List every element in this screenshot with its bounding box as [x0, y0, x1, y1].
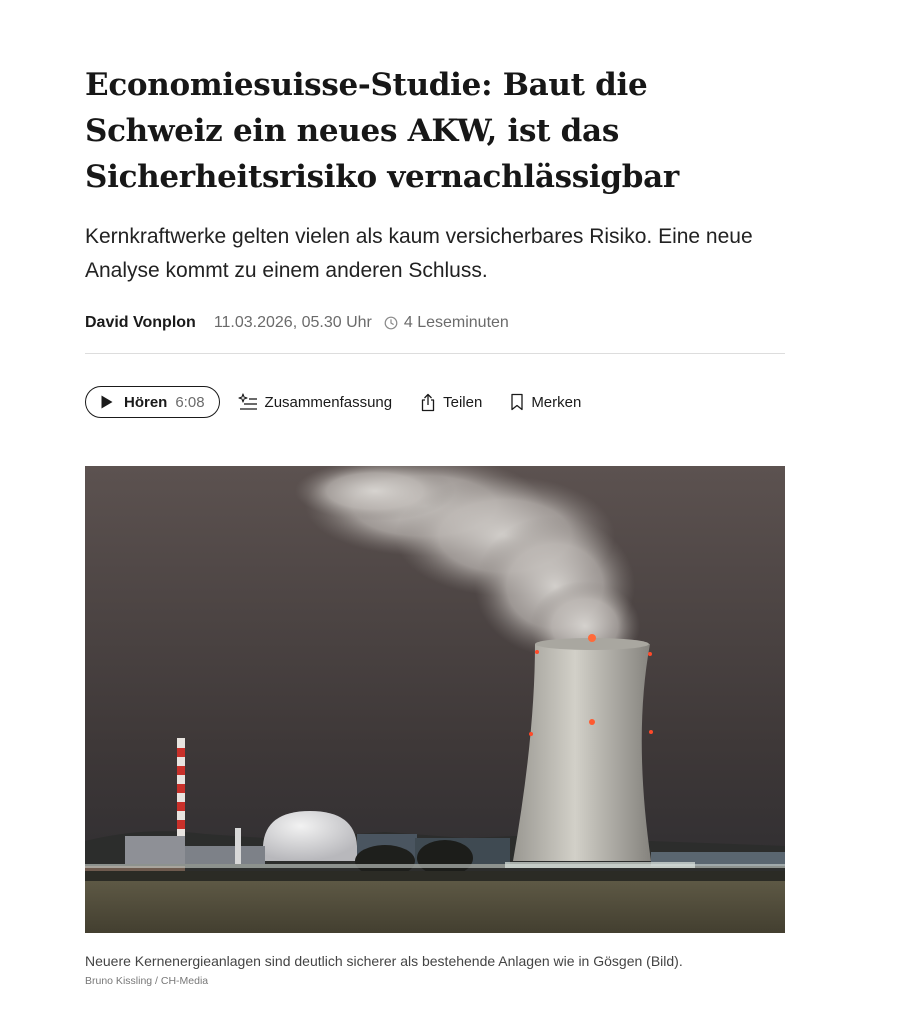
photo-caption: Neuere Kernenergieanlagen sind deutlich sicherer als bestehende Anlagen wie in Gösgen (Bild).	[85, 953, 683, 969]
share-button[interactable]	[420, 393, 482, 412]
sparkle-list-icon	[238, 393, 258, 411]
play-icon	[100, 394, 114, 410]
bookmark-button[interactable]	[510, 393, 581, 411]
article-actions	[85, 384, 785, 420]
article-headline: Economiesuisse-Studie: Baut die Schweiz ein neues AKW, ist das Sicherheitsrisiko vernachlässigbar	[85, 67, 679, 195]
divider	[85, 353, 785, 354]
share-icon	[420, 393, 436, 412]
photo-credit: Bruno Kissling / CH-Media	[85, 975, 209, 987]
bookmark-label: Merken	[531, 393, 582, 411]
summary-label: Zusammenfassung	[264, 393, 393, 411]
listen-label: Hören	[124, 393, 168, 411]
publish-date: 11.03.2026, 05.30 Uhr	[213, 314, 372, 331]
listen-duration: 6:08	[175, 393, 205, 411]
article-photo[interactable]	[85, 466, 785, 933]
listen-button[interactable]	[85, 386, 220, 418]
bookmark-icon	[510, 393, 524, 411]
author-name[interactable]: David Vonplon	[85, 314, 196, 331]
summary-button[interactable]	[238, 393, 393, 411]
article	[85, 62, 785, 987]
read-time-label: 4 Leseminuten	[403, 314, 509, 331]
article-lead: Kernkraftwerke gelten vielen als kaum versicherbares Risiko. Eine neue Analyse kommt zu einem anderen Schluss.	[85, 225, 753, 282]
clock-icon	[384, 316, 398, 330]
article-meta	[85, 312, 785, 334]
share-label: Teilen	[443, 393, 483, 411]
article-figure	[85, 466, 785, 987]
read-time	[384, 314, 509, 332]
